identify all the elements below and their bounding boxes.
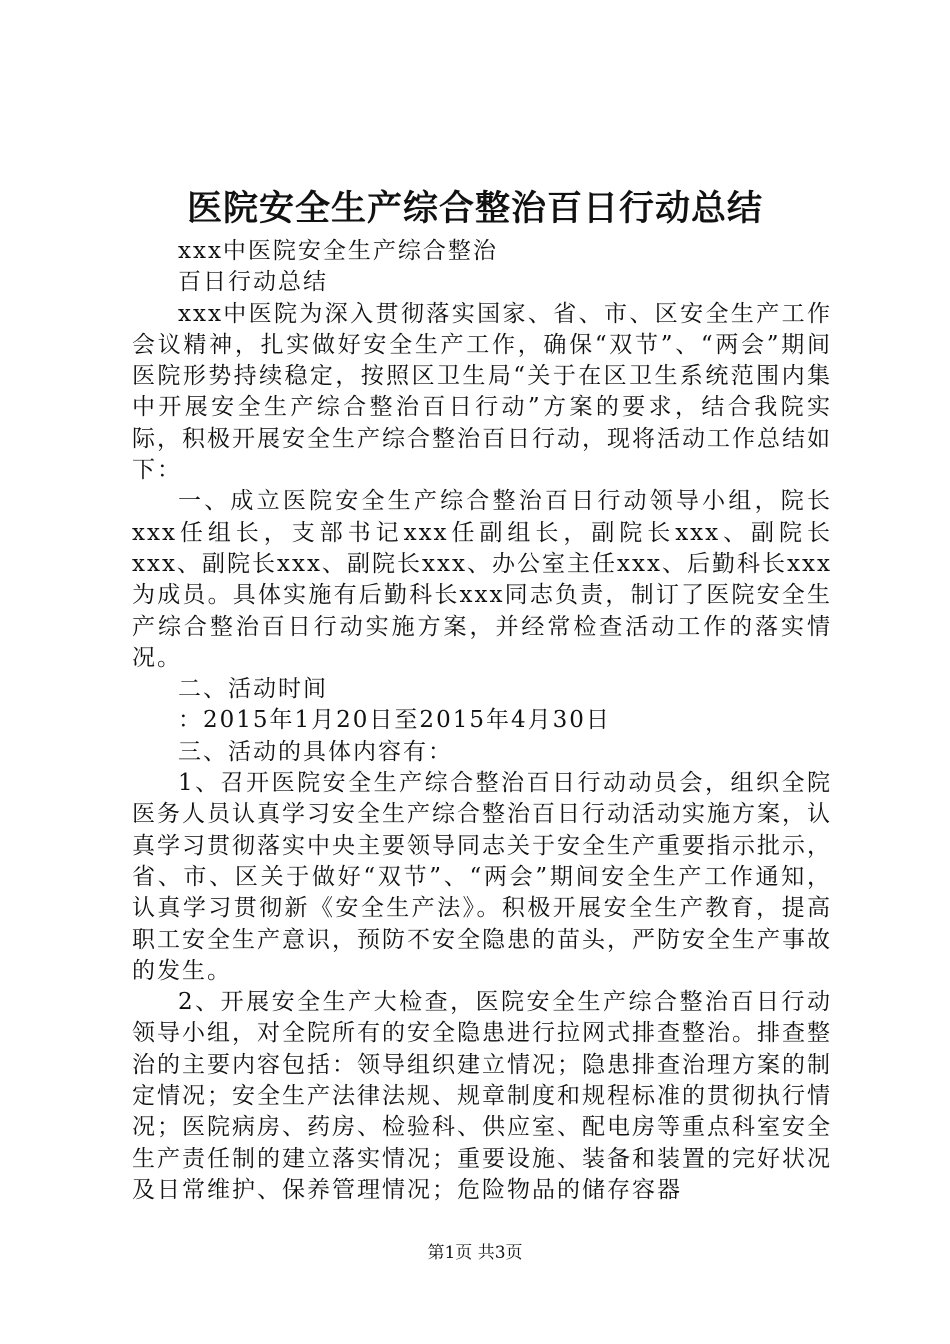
paragraph-subtitle-2: 百日行动总结 bbox=[178, 269, 328, 296]
paragraph-intro: xxx中医院为深入贯彻落实国家、省、市、区安全生产工作会议精神，扎实做好安全生产工作，确保“双节”、“两会”期间医院形势持续稳定，按照区卫生局“关于在区卫生系统范围内集中开展安全生产综合整治百日行动”方案的要求，结合我院实际，积极开展安全生产综合整治百日行动，现将活动工作总结如下： bbox=[132, 300, 832, 484]
document-title: 医院安全生产综合整治百日行动总结 bbox=[186, 188, 763, 229]
page-number-footer: 第1页 共3页 bbox=[427, 1243, 523, 1263]
paragraph-section-1: 一、成立医院安全生产综合整治百日行动领导小组，院长xxx任组长，支部书记xxx任副组长，副院长xxx、副院长xxx、副院长xxx、副院长xxx、办公室主任xxx、后勤科长xxx为成员。具体实施有后勤科长xxx同志负责，制订了医院安全生产综合整治百日行动实施方案，并经常检查活动工作的落实情况。 bbox=[132, 488, 832, 671]
document-body bbox=[132, 236, 832, 1206]
paragraph-item-2: 2、开展安全生产大检查，医院安全生产综合整治百日行动领导小组，对全院所有的安全隐患进行拉网式排查整治。排查整治的主要内容包括：领导组织建立情况；隐患排查治理方案的制定情况；安全生产法律法规、规章制度和规程标准的贯彻执行情况；医院病房、药房、检验科、供应室、配电房等重点科室安全生产责任制的建立落实情况；重要设施、装备和装置的完好状况及日常维护、保养管理情况；危险物品的储存容器 bbox=[132, 989, 832, 1203]
paragraph-subtitle-1: xxx中医院安全生产综合整治 bbox=[178, 238, 498, 264]
paragraph-section-3-heading: 三、活动的具体内容有： bbox=[178, 738, 453, 765]
paragraph-section-2-heading: 二、活动时间 bbox=[178, 676, 328, 703]
paragraph-activity-dates: ：2015年1月20日至2015年4月30日 bbox=[178, 707, 611, 734]
paragraph-item-1: 1、召开医院安全生产综合整治百日行动动员会，组织全院医务人员认真学习安全生产综合整治百日行动活动实施方案，认真学习贯彻落实中央主要领导同志关于安全生产重要指示批示，省、市、区关于做好“双节”、“两会”期间安全生产工作通知，认真学习贯彻新《安全生产法》。积极开展安全生产教育，提高职工安全生产意识，预防不安全隐患的苗头，严防安全生产事故的发生。 bbox=[132, 770, 832, 984]
